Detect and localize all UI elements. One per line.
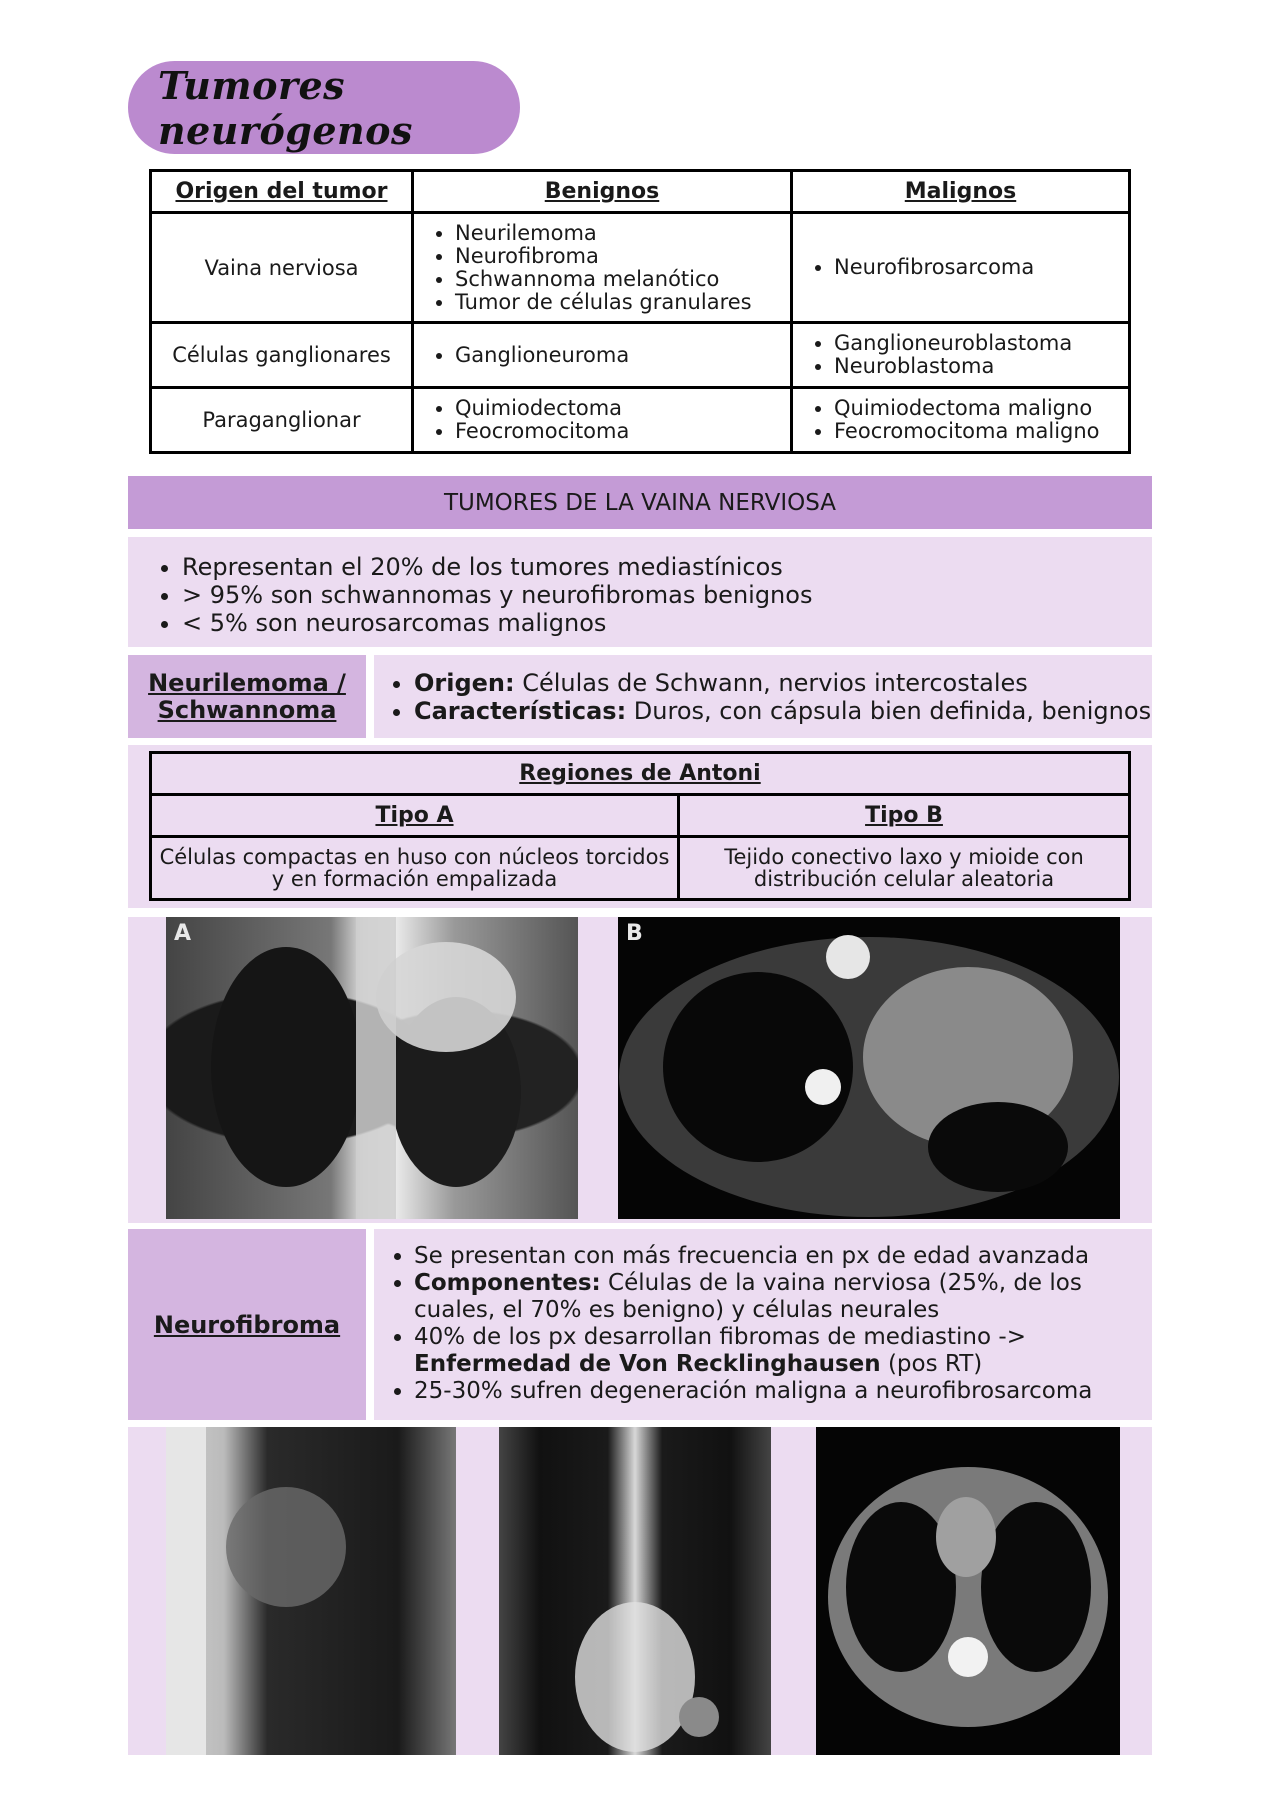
ct-b-drawing <box>618 917 1120 1219</box>
list-item <box>414 669 1152 697</box>
table-row <box>151 837 1130 900</box>
list-item: • Neurofibroma <box>455 245 789 268</box>
malignant-cell <box>792 323 1130 388</box>
list-item: • > 95% son schwannomas y neurofibromas benignos <box>182 581 1152 609</box>
lateral-xray-drawing <box>166 1427 456 1755</box>
gastric-bubble-shape <box>679 1697 719 1737</box>
antoni-table <box>149 751 1131 901</box>
benign-cell <box>413 323 792 388</box>
list-item: • Tumor de células granulares <box>455 291 789 314</box>
list-item: • Schwannoma melanótico <box>455 268 789 291</box>
list-item: • Neurilemoma <box>455 222 789 245</box>
table-row <box>151 388 1130 453</box>
type-a-header: Tipo A <box>151 795 679 837</box>
ct-mediastinum-mass <box>936 1497 996 1577</box>
header-benign: Benignos <box>413 171 792 213</box>
right-lung-shape <box>211 947 361 1187</box>
ct-left-lung <box>981 1502 1091 1672</box>
list-item: • Feocromocitoma <box>455 420 789 443</box>
xray-a-drawing <box>166 917 578 1219</box>
ct-left-lung-shape <box>928 1102 1068 1192</box>
ct-vertebra-shape <box>805 1069 841 1105</box>
origin-term: Origen: <box>414 669 515 697</box>
list-item: • Neuroblastoma <box>834 355 1127 378</box>
origin-text: Células de Schwann, nervios intercostales <box>514 669 1028 697</box>
intro-list <box>148 553 1152 637</box>
list-item: • Neurofibrosarcoma <box>834 256 1127 279</box>
components-text: Células de la vaina nerviosa (25%, de los cuales, el 70% es benigno) y células neurales <box>414 1270 1082 1323</box>
table-row <box>151 323 1130 388</box>
list-item: • Feocromocitoma maligno <box>834 420 1127 443</box>
neurilemoma-label: Neurilemoma / Schwannoma <box>128 655 366 738</box>
features-text: Duros, con cápsula bien definida, benignos <box>626 697 1152 725</box>
type-b-description: Tejido conectivo laxo y mioide con distribución celular aleatoria <box>679 837 1130 900</box>
von-recklinghausen-term: Enfermedad de Von Recklinghausen <box>414 1351 881 1377</box>
table-header-row <box>151 795 1130 837</box>
heart-shape <box>575 1602 695 1752</box>
header-malignant: Malignos <box>792 171 1130 213</box>
components-term: Componentes: <box>414 1270 601 1296</box>
upper-mass-shape <box>376 942 516 1052</box>
list-item <box>414 1324 1152 1378</box>
type-a-description: Células compactas en huso con núcleos torcidos y en formación empalizada <box>151 837 679 900</box>
list-item: • < 5% son neurosarcomas malignos <box>182 609 1152 637</box>
features-term: Características: <box>414 697 627 725</box>
lateral-xray <box>166 1427 456 1755</box>
neurilemoma-panel <box>374 655 1152 738</box>
list-item: • Ganglioneuroma <box>455 344 789 367</box>
list-item: • Se presentan con más frecuencia en px de edad avanzada <box>414 1243 1152 1270</box>
frontal-xray <box>499 1427 771 1755</box>
list-item: • 25-30% sufren degeneración maligna a neurofibrosarcoma <box>414 1378 1152 1405</box>
origin-cell: Paraganglionar <box>151 388 413 453</box>
pos-rt-text: (pos RT) <box>880 1351 983 1377</box>
list-item: • Quimiodectoma maligno <box>834 397 1127 420</box>
neurofibroma-list <box>384 1243 1152 1405</box>
neurofibroma-panel <box>374 1229 1152 1420</box>
table-row <box>151 213 1130 323</box>
axial-ct <box>816 1427 1120 1755</box>
table-header-row <box>151 753 1130 795</box>
list-item: • Quimiodectoma <box>455 397 789 420</box>
benign-cell <box>413 213 792 323</box>
list-item: • Ganglioneuroblastoma <box>834 332 1127 355</box>
list-item <box>414 1270 1152 1324</box>
origin-cell: Vaina nerviosa <box>151 213 413 323</box>
ct-sternum-shape <box>826 935 870 979</box>
antoni-title: Regiones de Antoni <box>151 753 1130 795</box>
benign-cell <box>413 388 792 453</box>
ct-vertebra <box>948 1637 988 1677</box>
fibroma-text: 40% de los px desarrollan fibromas de mediastino -> <box>414 1324 1026 1350</box>
lateral-spine-shape <box>166 1427 206 1755</box>
axial-ct-drawing <box>816 1427 1120 1755</box>
figure-label-b: B <box>626 921 643 946</box>
ct-scan-b <box>618 917 1120 1219</box>
list-item <box>414 697 1152 725</box>
origin-cell: Células ganglionares <box>151 323 413 388</box>
figure-label-a: A <box>174 921 192 946</box>
frontal-xray-drawing <box>499 1427 771 1755</box>
malignant-cell <box>792 213 1130 323</box>
list-item: • Representan el 20% de los tumores mediastínicos <box>182 553 1152 581</box>
chest-xray-a <box>166 917 578 1219</box>
mediastinum-shape <box>356 917 396 1219</box>
title-badge <box>128 61 520 154</box>
neurilemoma-list <box>384 669 1152 725</box>
table-header-row <box>151 171 1130 213</box>
intro-panel <box>128 537 1152 647</box>
lateral-mass-shape <box>226 1487 346 1607</box>
section-header: TUMORES DE LA VAINA NERVIOSA <box>128 476 1152 529</box>
tumor-origin-table <box>149 169 1131 454</box>
type-b-header: Tipo B <box>679 795 1130 837</box>
malignant-cell <box>792 388 1130 453</box>
ct-lung-shape <box>663 972 853 1162</box>
neurofibroma-label: Neurofibroma <box>128 1229 366 1420</box>
header-origin: Origen del tumor <box>151 171 413 213</box>
page-title: Tumores neurógenos <box>158 62 413 153</box>
